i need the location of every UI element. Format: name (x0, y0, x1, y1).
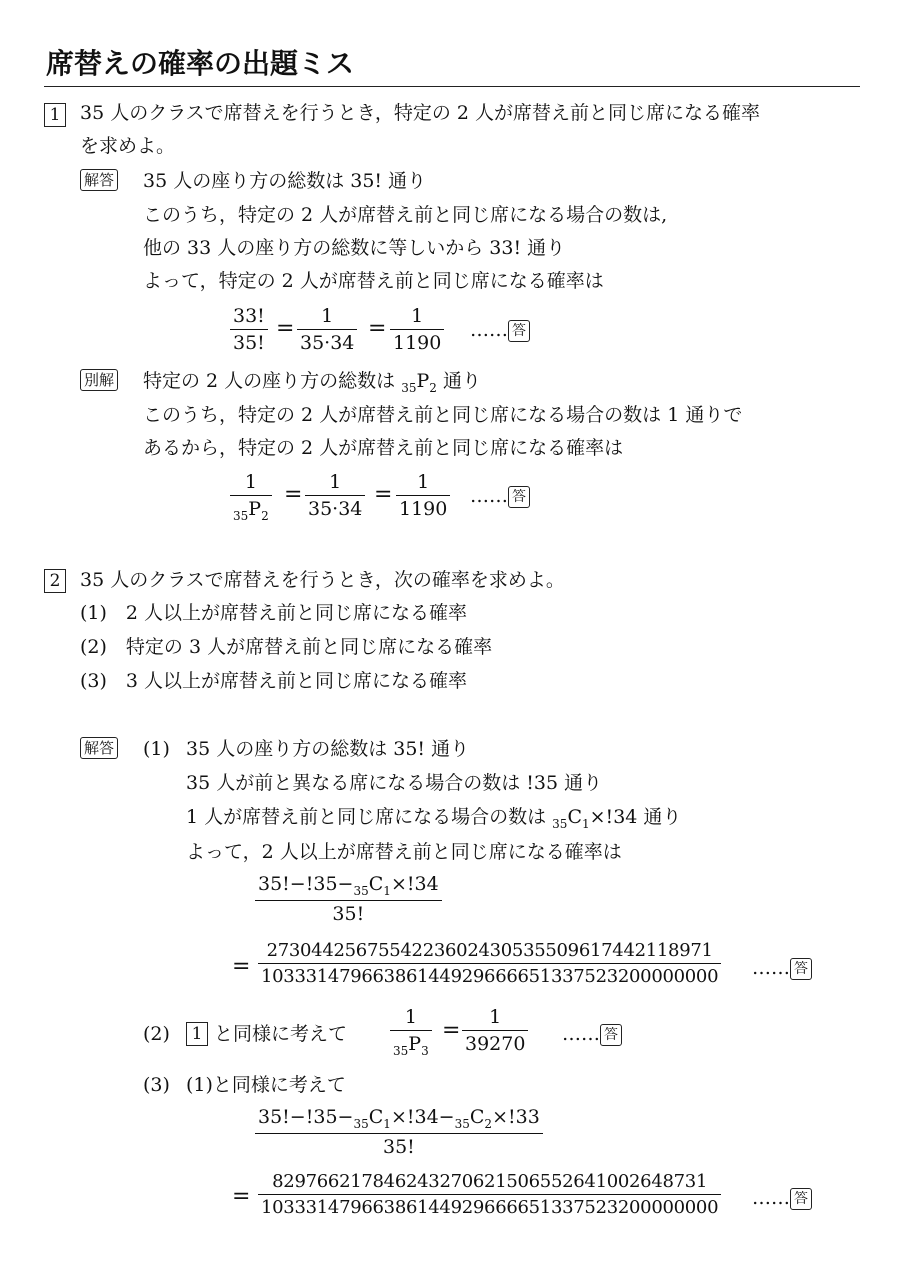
text: P (408, 1033, 422, 1055)
fraction-denominator (390, 1031, 432, 1057)
text: P (248, 498, 262, 520)
subscript: 35 (454, 1116, 470, 1131)
solution-tag: 解答 (80, 169, 118, 191)
text: ×!33 (492, 1106, 540, 1128)
problem-1-question-line1: 35 人のクラスで席替えを行うとき，特定の 2 人が席替え前と同じ席になる確率 (80, 102, 761, 124)
alt-line-3: あるから，特定の 2 人が席替え前と同じ席になる確率は (143, 437, 624, 459)
fraction (230, 307, 268, 353)
equals-sign: = (374, 482, 393, 507)
fraction (255, 1108, 543, 1157)
subscript: 2 (261, 508, 269, 523)
text: ×!34 (390, 873, 439, 895)
subscript: 1 (383, 1116, 391, 1131)
p2-solution-line (186, 808, 681, 830)
fraction-numerator: 1 (390, 1008, 432, 1031)
fraction-numerator: 33! (230, 307, 268, 330)
subscript: 1 (582, 816, 590, 831)
subscript: 35 (353, 883, 369, 898)
dots: …… (752, 1187, 790, 1209)
fraction-numerator: 829766217846243270621506552641002648731 (258, 1173, 721, 1195)
fraction-denominator: 35·34 (300, 332, 355, 354)
fraction-denominator: 1190 (393, 332, 442, 354)
fraction (305, 473, 365, 519)
answer-marker (752, 1188, 812, 1210)
subscript: 35 (393, 1043, 409, 1058)
answer-icon: 答 (508, 320, 530, 342)
p2-solution-line: よって，2 人以上が席替え前と同じ席になる確率は (186, 841, 622, 863)
equals-sign: = (232, 1184, 251, 1209)
p1-solution-line: 他の 33 人の座り方の総数に等しいから 33! 通り (143, 237, 566, 259)
fraction-denominator: 10333147966386144929666651337523200000000 (261, 1197, 719, 1218)
problem-number-1: 1 (44, 103, 66, 127)
problem-2-question: 35 人のクラスで席替えを行うとき，次の確率を求めよ。 (80, 569, 565, 591)
text: ×!34− (390, 1106, 455, 1128)
fraction-denominator: 1190 (399, 498, 448, 520)
problem-2-item: (2) 特定の 3 人が席替え前と同じ席になる確率 (80, 636, 493, 658)
part-label: (1) (143, 738, 170, 760)
fraction-numerator: 1 (462, 1008, 528, 1031)
text: 特定の 2 人の座り方の総数は (143, 370, 402, 392)
alt-solution-tag: 別解 (80, 369, 118, 391)
text: 35!−!35− (258, 1106, 354, 1128)
equals-sign: = (284, 482, 303, 507)
fraction-denominator: 10333147966386144929666651337523200000000 (261, 966, 719, 987)
p1-solution-line: このうち，特定の 2 人が席替え前と同じ席になる場合の数は, (143, 204, 668, 226)
fraction-numerator (255, 1108, 543, 1134)
subscript: 2 (429, 380, 437, 395)
equals-sign: = (232, 954, 251, 979)
problem-2-item: (3) 3 人以上が席替え前と同じ席になる確率 (80, 670, 468, 692)
alt-line-1 (143, 372, 481, 394)
part-label: (2) (143, 1023, 170, 1045)
fraction-numerator (255, 875, 442, 901)
p1-solution-line: よって，特定の 2 人が席替え前と同じ席になる確率は (143, 270, 604, 292)
text: 35!−!35− (258, 873, 354, 895)
part-2-text: と同様に考えて (214, 1023, 348, 1045)
answer-marker (752, 958, 812, 980)
subscript: 2 (484, 1116, 493, 1131)
text: ×!34 通り (589, 806, 682, 828)
part-3-text: (1)と同様に考えて (186, 1074, 346, 1096)
part-label: (3) (143, 1074, 170, 1096)
text: 1 人が席替え前と同じ席になる場合の数は (186, 806, 553, 828)
subscript: 1 (383, 883, 391, 898)
fraction-denominator: 35! (233, 332, 265, 354)
answer-marker (470, 486, 530, 508)
fraction (297, 307, 357, 353)
page-title: 席替えの確率の出題ミス (46, 47, 355, 80)
problem-reference-box: 1 (186, 1022, 208, 1046)
fraction (230, 473, 272, 522)
subscript: 35 (233, 508, 249, 523)
p1-solution-line: 35 人の座り方の総数は 35! 通り (143, 170, 427, 192)
text: P (416, 370, 430, 392)
fraction-denominator: 35! (382, 1135, 415, 1158)
fraction-numerator: 1 (230, 473, 272, 496)
fraction-denominator: 35·34 (308, 498, 363, 520)
subscript: 35 (552, 816, 568, 831)
dots: …… (752, 957, 790, 979)
fraction-numerator: 1 (396, 473, 450, 496)
fraction (258, 1173, 721, 1217)
answer-icon: 答 (600, 1024, 622, 1046)
title-underline (44, 86, 860, 87)
fraction-denominator (230, 496, 272, 522)
text: C (567, 806, 582, 828)
subscript: 3 (421, 1043, 429, 1058)
fraction (258, 942, 721, 986)
text: C (368, 1106, 384, 1128)
dots: …… (470, 485, 508, 507)
answer-marker (470, 320, 530, 342)
text: C (368, 873, 384, 895)
equals-sign: = (368, 316, 387, 341)
answer-marker (562, 1024, 622, 1046)
fraction (396, 473, 450, 519)
alt-line-2: このうち，特定の 2 人が席替え前と同じ席になる場合の数は 1 通りで (143, 404, 743, 426)
answer-icon: 答 (508, 486, 530, 508)
subscript: 35 (401, 380, 417, 395)
text: C (469, 1106, 485, 1128)
fraction-denominator: 39270 (465, 1033, 526, 1055)
p2-solution-line: 35 人の座り方の総数は 35! 通り (186, 738, 470, 760)
fraction (390, 307, 444, 353)
fraction (462, 1008, 528, 1054)
problem-2-item: (1) 2 人以上が席替え前と同じ席になる確率 (80, 602, 468, 624)
fraction (255, 875, 442, 924)
equals-sign: = (442, 1018, 461, 1043)
fraction-numerator: 1 (390, 307, 444, 330)
fraction-numerator: 2730442567554223602430535509617442118971 (258, 942, 721, 964)
text: 通り (436, 370, 481, 392)
problem-number-2: 2 (44, 569, 66, 593)
dots: …… (562, 1023, 600, 1045)
subscript: 35 (353, 1116, 369, 1131)
solution-tag: 解答 (80, 737, 118, 759)
problem-1-question-line2: を求めよ。 (80, 135, 176, 157)
fraction (390, 1008, 432, 1057)
dots: …… (470, 319, 508, 341)
fraction-numerator: 1 (297, 307, 357, 330)
answer-icon: 答 (790, 958, 812, 980)
p2-solution-line: 35 人が前と異なる席になる場合の数は !35 通り (186, 772, 603, 794)
equals-sign: = (276, 316, 295, 341)
answer-icon: 答 (790, 1188, 812, 1210)
fraction-denominator: 35! (332, 902, 365, 925)
fraction-numerator: 1 (305, 473, 365, 496)
